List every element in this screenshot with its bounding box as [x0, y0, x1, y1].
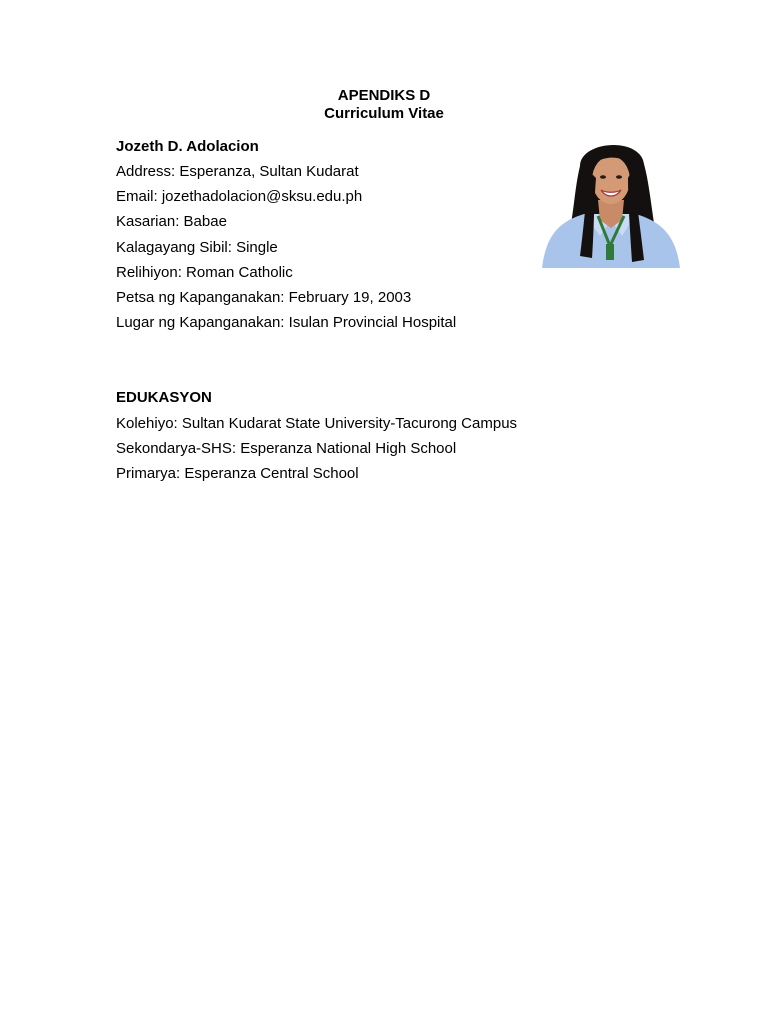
- profile-name: Jozeth D. Adolacion: [116, 138, 259, 155]
- profile-religion: Relihiyon: Roman Catholic: [116, 264, 293, 281]
- education-secondary: Sekondarya-SHS: Esperanza National High School: [116, 440, 457, 457]
- profile-birth-date: Petsa ng Kapanganakan: February 19, 2003: [116, 289, 412, 306]
- education-heading: EDUKASYON: [116, 389, 212, 406]
- profile-civil-status: Kalagayang Sibil: Single: [116, 239, 278, 256]
- education-college: Kolehiyo: Sultan Kudarat State University-Tacurong Campus: [116, 415, 518, 432]
- profile-address: Address: Esperanza, Sultan Kudarat: [116, 163, 359, 180]
- appendix-label: APENDIKS D: [337, 87, 431, 104]
- profile-photo: [540, 136, 682, 270]
- profile-birth-place: Lugar ng Kapanganakan: Isulan Provincial Hospital: [116, 314, 457, 331]
- profile-email: Email: jozethadolacion@sksu.edu.ph: [116, 188, 363, 205]
- document-title: Curriculum Vitae: [324, 105, 444, 122]
- profile-sex: Kasarian: Babae: [116, 213, 227, 230]
- education-primary: Primarya: Esperanza Central School: [116, 465, 359, 482]
